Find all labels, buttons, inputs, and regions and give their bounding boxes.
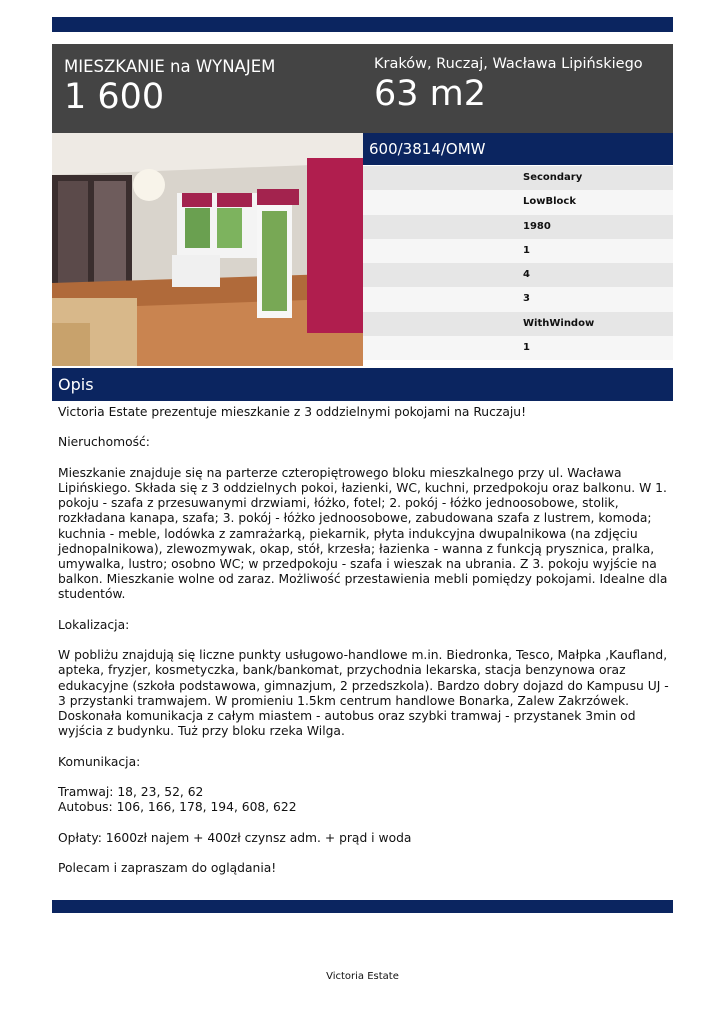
description-heading: Opis [52,368,673,401]
attribute-row: 1 [363,239,673,263]
attribute-row: 1980 [363,215,673,239]
description-paragraph: Opłaty: 1600zł najem + 400zł czynsz adm. + prąd i woda [58,830,412,845]
description-paragraph: Mieszkanie znajduje się na parterze czteropiętrowego bloku mieszkalnego przy ul. Wacława Lipińskiego. Składa się z 3 oddzielnych pokoi, łazienki, WC, kuchni, przedpokoju oraz balkonu. W 1. pokoju - szafa z przesuwanymi drzwiami, łóżko, fotel; 2. pokój - łóżko jednoosobowe, stolik, rozkładana kanapa, szafa; 3. pokój - łóżko jednoosobowe, zabudowana szafa z lustrem, komoda; kuchnia - meble, lodówka z zamrażarką, piekarnik, płyta indukcyjna dwupalnikowa (na zdjęciu jednopalnikowa), zlewozmywak, okap, stół, krzesła; łazienka - wanna z funkcją prysznica, pralka, umywalka, lustro; osobno WC; w przedpokoju - szafa i wieszak na ubrania. Z 3. pokoju wyjście na balkon. Mieszkanie wolne od zaraz. Możliwość przestawienia mebli pomiędzy pokojami. Idealne dla studentów. [58,465,668,602]
description-paragraph: Nieruchomość: [58,435,150,450]
description-paragraph: W pobliżu znajdują się liczne punkty usługowo-handlowe m.in. Biedronka, Tesco, Małpka ,Kaufland, apteka, fryzjer, kosmetyczka, bank/bankomat, przychodnia lekarska, stacja benzynowa oraz edukacyjne (szkoła podstawowa, gimnazjum, 2 przedszkola). Bardzo dobry dojazd do Kampusu UJ - 3 przystanki tramwajem. W promieniu 1.5km centrum handlowe Bonarka, Zalew Zakrzówek. Doskonała komunikacja z całym miastem - autobus oraz szybki tramwaj - przystanek 3min od wyjścia z budynku. Tuż przy bloku rzeka Wilga. [58,648,669,739]
attribute-row: 3 [363,287,673,311]
location: Kraków, Ruczaj, Wacława Lipińskiego [374,56,643,72]
attribute-row: LowBlock [363,190,673,214]
description-paragraph: Tramwaj: 18, 23, 52, 62 Autobus: 106, 166, 178, 194, 608, 622 [58,784,297,815]
reference-number: 600/3814/OMW [363,133,673,165]
description-paragraph: Lokalizacja: [58,617,130,632]
listing-header [52,44,673,133]
attribute-row: Secondary [363,166,673,190]
attribute-row: WithWindow [363,312,673,336]
description-paragraph: Victoria Estate prezentuje mieszkanie z 3 oddzielnymi pokojami na Ruczaju! [58,405,526,419]
apartment-photo [52,133,363,366]
offer-type: MIESZKANIE na WYNAJEM [64,57,276,76]
bottom-accent-bar [52,900,673,913]
attribute-row: 4 [363,263,673,287]
footer-company: Victoria Estate [326,971,399,982]
attribute-row: 1 [363,336,673,360]
description-paragraph: Polecam i zapraszam do oglądania! [58,860,277,875]
area: 63 m2 [374,74,487,114]
top-accent-bar [52,17,673,32]
price: 1 600 [64,77,165,117]
attributes-table [363,166,673,360]
description-text [58,405,670,891]
description-paragraph: Komunikacja: [58,754,141,769]
